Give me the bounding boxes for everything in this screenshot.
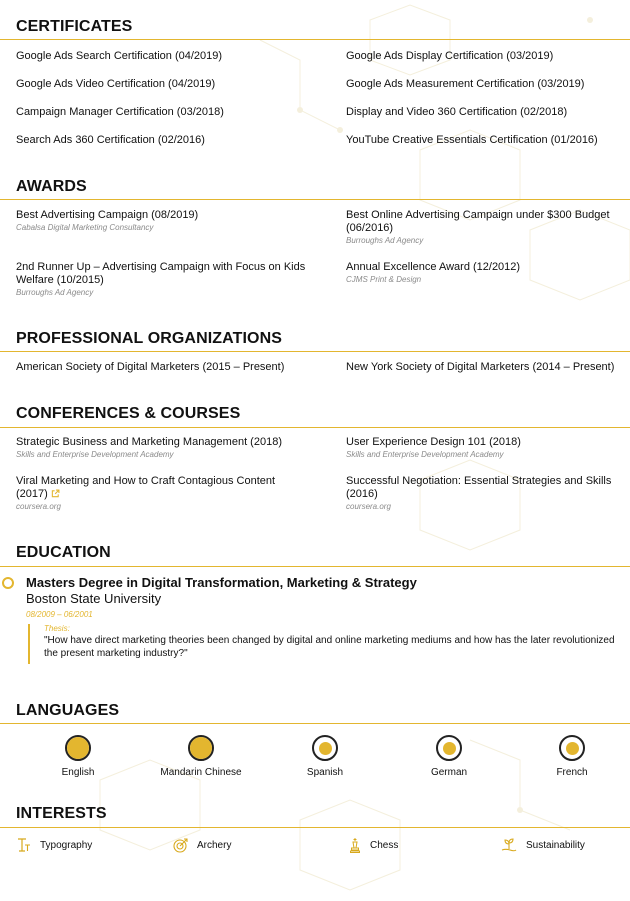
awards-title: AWARDS: [16, 178, 87, 195]
certificate-item: YouTube Creative Essentials Certification (01/2016): [346, 134, 598, 146]
conference-organizer: Skills and Enterprise Development Academy: [16, 450, 174, 459]
language-level-fill: [443, 742, 456, 755]
education-degree: Masters Degree in Digital Transformation, Marketing & Strategy: [26, 575, 417, 590]
interest-item: [16, 836, 92, 854]
award-organization: Burroughs Ad Agency: [16, 288, 94, 297]
language-level-indicator: [188, 735, 214, 761]
interest-item: [500, 836, 585, 854]
certificate-item: Google Ads Search Certification (04/2019): [16, 50, 223, 62]
certificates-title: CERTIFICATES: [16, 18, 133, 35]
language-level-fill: [67, 737, 89, 759]
language-item: [389, 735, 509, 778]
certificates-divider: [0, 39, 630, 40]
conference-name: User Experience Design 101 (2018): [346, 436, 521, 448]
languages-title: LANGUAGES: [16, 702, 120, 719]
language-item: [512, 735, 630, 778]
chess-icon: [348, 836, 362, 854]
organization-item: American Society of Digital Marketers (2015 – Present): [16, 361, 285, 373]
organizations-title: PROFESSIONAL ORGANIZATIONS: [16, 330, 283, 347]
conference-year: (2017): [16, 488, 48, 500]
award-name-cont: (06/2016): [346, 222, 394, 234]
language-level-fill: [319, 742, 332, 755]
conference-organizer: coursera.org: [346, 502, 391, 511]
award-organization: Burroughs Ad Agency: [346, 236, 424, 245]
conference-name-cont: (2016): [346, 488, 378, 500]
language-name: Spanish: [306, 767, 344, 778]
education-school: Boston State University: [26, 591, 162, 606]
award-name: Best Advertising Campaign (08/2019): [16, 209, 199, 221]
language-level-indicator: [559, 735, 585, 761]
language-item: [18, 735, 138, 778]
award-name-cont: Welfare (10/2015): [16, 274, 104, 286]
language-level-indicator: [65, 735, 91, 761]
language-level-indicator: [436, 735, 462, 761]
language-item: [265, 735, 385, 778]
certificate-item: Campaign Manager Certification (03/2018): [16, 106, 224, 118]
conference-name: Successful Negotiation: Essential Strategies and Skills: [346, 475, 612, 487]
award-organization: Cabalsa Digital Marketing Consultancy: [16, 223, 154, 232]
awards-divider: [0, 199, 630, 200]
conferences-divider: [0, 427, 630, 428]
typography-icon: [16, 836, 32, 854]
certificate-item: Google Ads Measurement Certification (03/2019): [346, 78, 585, 90]
conference-name: Strategic Business and Marketing Management (2018): [16, 436, 282, 448]
thesis-label: Thesis:: [44, 624, 70, 633]
certificate-item: Google Ads Video Certification (04/2019): [16, 78, 216, 90]
interest-label: Chess: [370, 839, 399, 851]
interest-item: [348, 836, 398, 854]
language-level-fill: [566, 742, 579, 755]
conference-name-cont: [16, 488, 60, 501]
language-level-fill: [190, 737, 212, 759]
conference-name: Viral Marketing and How to Craft Contagious Content: [16, 475, 276, 487]
external-link-icon[interactable]: [51, 489, 60, 498]
thesis-bar: [28, 624, 30, 664]
language-name: English: [61, 767, 95, 778]
award-name: 2nd Runner Up – Advertising Campaign with Focus on Kids: [16, 261, 306, 273]
certificate-item: Google Ads Display Certification (03/2019): [346, 50, 554, 62]
language-name: German: [430, 767, 468, 778]
archery-icon: [171, 836, 189, 854]
thesis-text: "How have direct marketing theories been changed by digital and online marketing mediums and how has the later revolutionized the present marketing industry?": [44, 635, 615, 659]
interest-label: Sustainability: [526, 839, 585, 851]
interest-item: [171, 836, 231, 854]
award-organization: CJMS Print & Design: [346, 275, 422, 284]
award-name: Annual Excellence Award (12/2012): [346, 261, 521, 273]
language-name: French: [556, 767, 588, 778]
organizations-divider: [0, 351, 630, 352]
language-level-indicator: [312, 735, 338, 761]
conference-organizer: coursera.org: [16, 502, 61, 511]
interests-title: INTERESTS: [16, 805, 107, 822]
sustainability-icon: [500, 836, 518, 854]
interest-label: Typography: [40, 839, 93, 851]
timeline-dot: [2, 577, 14, 589]
certificate-item: Display and Video 360 Certification (02/2018): [346, 106, 568, 118]
conference-organizer: Skills and Enterprise Development Academy: [346, 450, 504, 459]
organization-item: New York Society of Digital Marketers (2014 – Present): [346, 361, 615, 373]
languages-divider: [0, 723, 630, 724]
interests-divider: [0, 827, 630, 828]
language-item: [141, 735, 261, 778]
education-divider: [0, 566, 630, 567]
certificate-item: Search Ads 360 Certification (02/2016): [16, 134, 205, 146]
language-name: Mandarin Chinese: [160, 767, 242, 778]
interest-label: Archery: [197, 839, 232, 851]
education-dates: 08/2009 – 06/2001: [26, 610, 93, 619]
award-name: Best Online Advertising Campaign under $300 Budget: [346, 209, 610, 221]
education-title: EDUCATION: [16, 544, 111, 561]
conferences-title: CONFERENCES & COURSES: [16, 405, 241, 422]
